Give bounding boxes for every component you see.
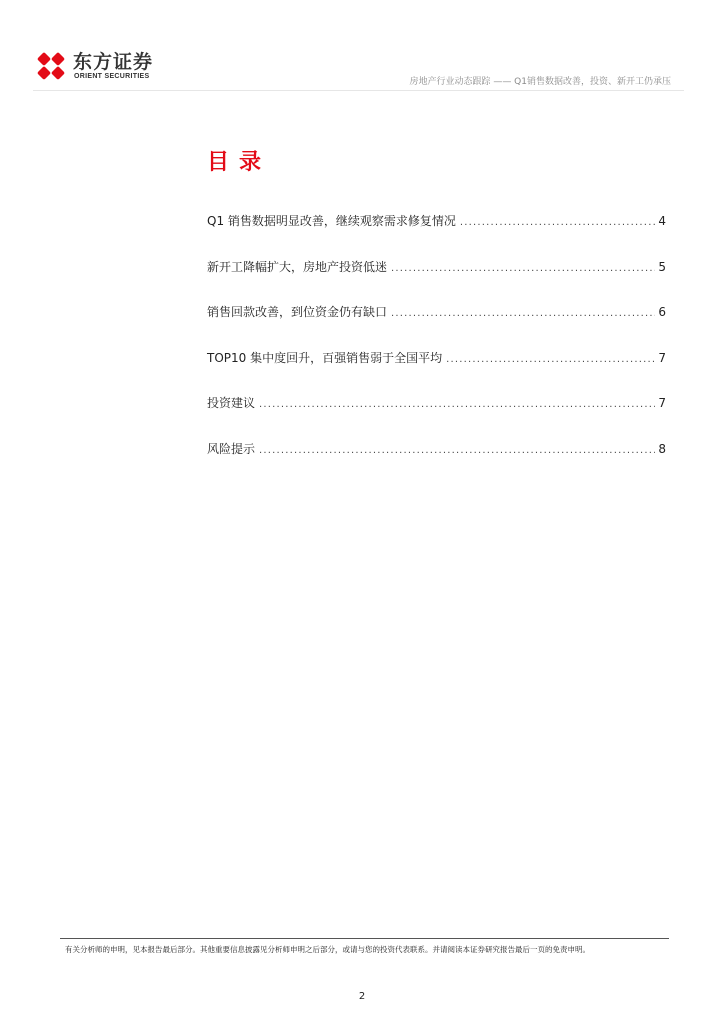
footer-disclaimer: 有关分析师的申明，见本报告最后部分。其他重要信息披露见分析师申明之后部分，或请与您的投资代表联系。并请阅读本证券研究报告最后一页的免责申明。: [65, 945, 590, 954]
toc-entry-label: Q1 销售数据明显改善，继续观察需求修复情况: [207, 214, 456, 228]
toc-entry-label: 新开工降幅扩大，房地产投资低迷: [207, 259, 388, 274]
toc-entry-page: 6: [658, 305, 666, 320]
toc-title: 目录: [207, 150, 272, 175]
report-subtitle: 房地产行业动态跟踪 —— Q1销售数据改善，投资、新开工仍承压: [409, 77, 671, 87]
toc-entry-label: 风险提示: [207, 441, 256, 456]
brand-name-en: ORIENT SECURITIES: [74, 73, 150, 80]
toc-entry[interactable]: [207, 349, 666, 395]
footer-divider: [60, 938, 669, 939]
table-of-contents: [207, 212, 666, 486]
toc-entry-page: 4: [658, 214, 666, 228]
toc-entry[interactable]: [207, 440, 666, 486]
toc-entry-page: 7: [658, 396, 666, 411]
toc-leader-dots: [391, 308, 655, 319]
toc-entry[interactable]: [207, 258, 666, 304]
toc-entry[interactable]: [207, 303, 666, 349]
toc-entry-page: 8: [658, 441, 666, 456]
toc-leader-dots: [446, 354, 655, 365]
toc-entry-label: 投资建议: [207, 396, 256, 411]
toc-entry[interactable]: [207, 394, 666, 440]
brand-name-cn: 东方证券: [73, 51, 154, 73]
toc-leader-dots: [460, 217, 655, 228]
toc-leader-dots: [259, 445, 655, 456]
toc-leader-dots: [259, 399, 655, 410]
toc-entry[interactable]: [207, 212, 666, 258]
toc-entry-label: TOP10 集中度回升，百强销售弱于全国平均: [207, 350, 443, 365]
toc-leader-dots: [391, 263, 655, 274]
toc-entry-page: 5: [658, 259, 666, 274]
toc-entry-page: 7: [658, 350, 666, 365]
page-number: 2: [358, 991, 366, 1002]
page-header: [0, 0, 724, 92]
toc-entry-label: 销售回款改善，到位资金仍有缺口: [207, 305, 388, 320]
header-divider: [33, 90, 684, 91]
orient-securities-logo-icon: [33, 48, 69, 84]
